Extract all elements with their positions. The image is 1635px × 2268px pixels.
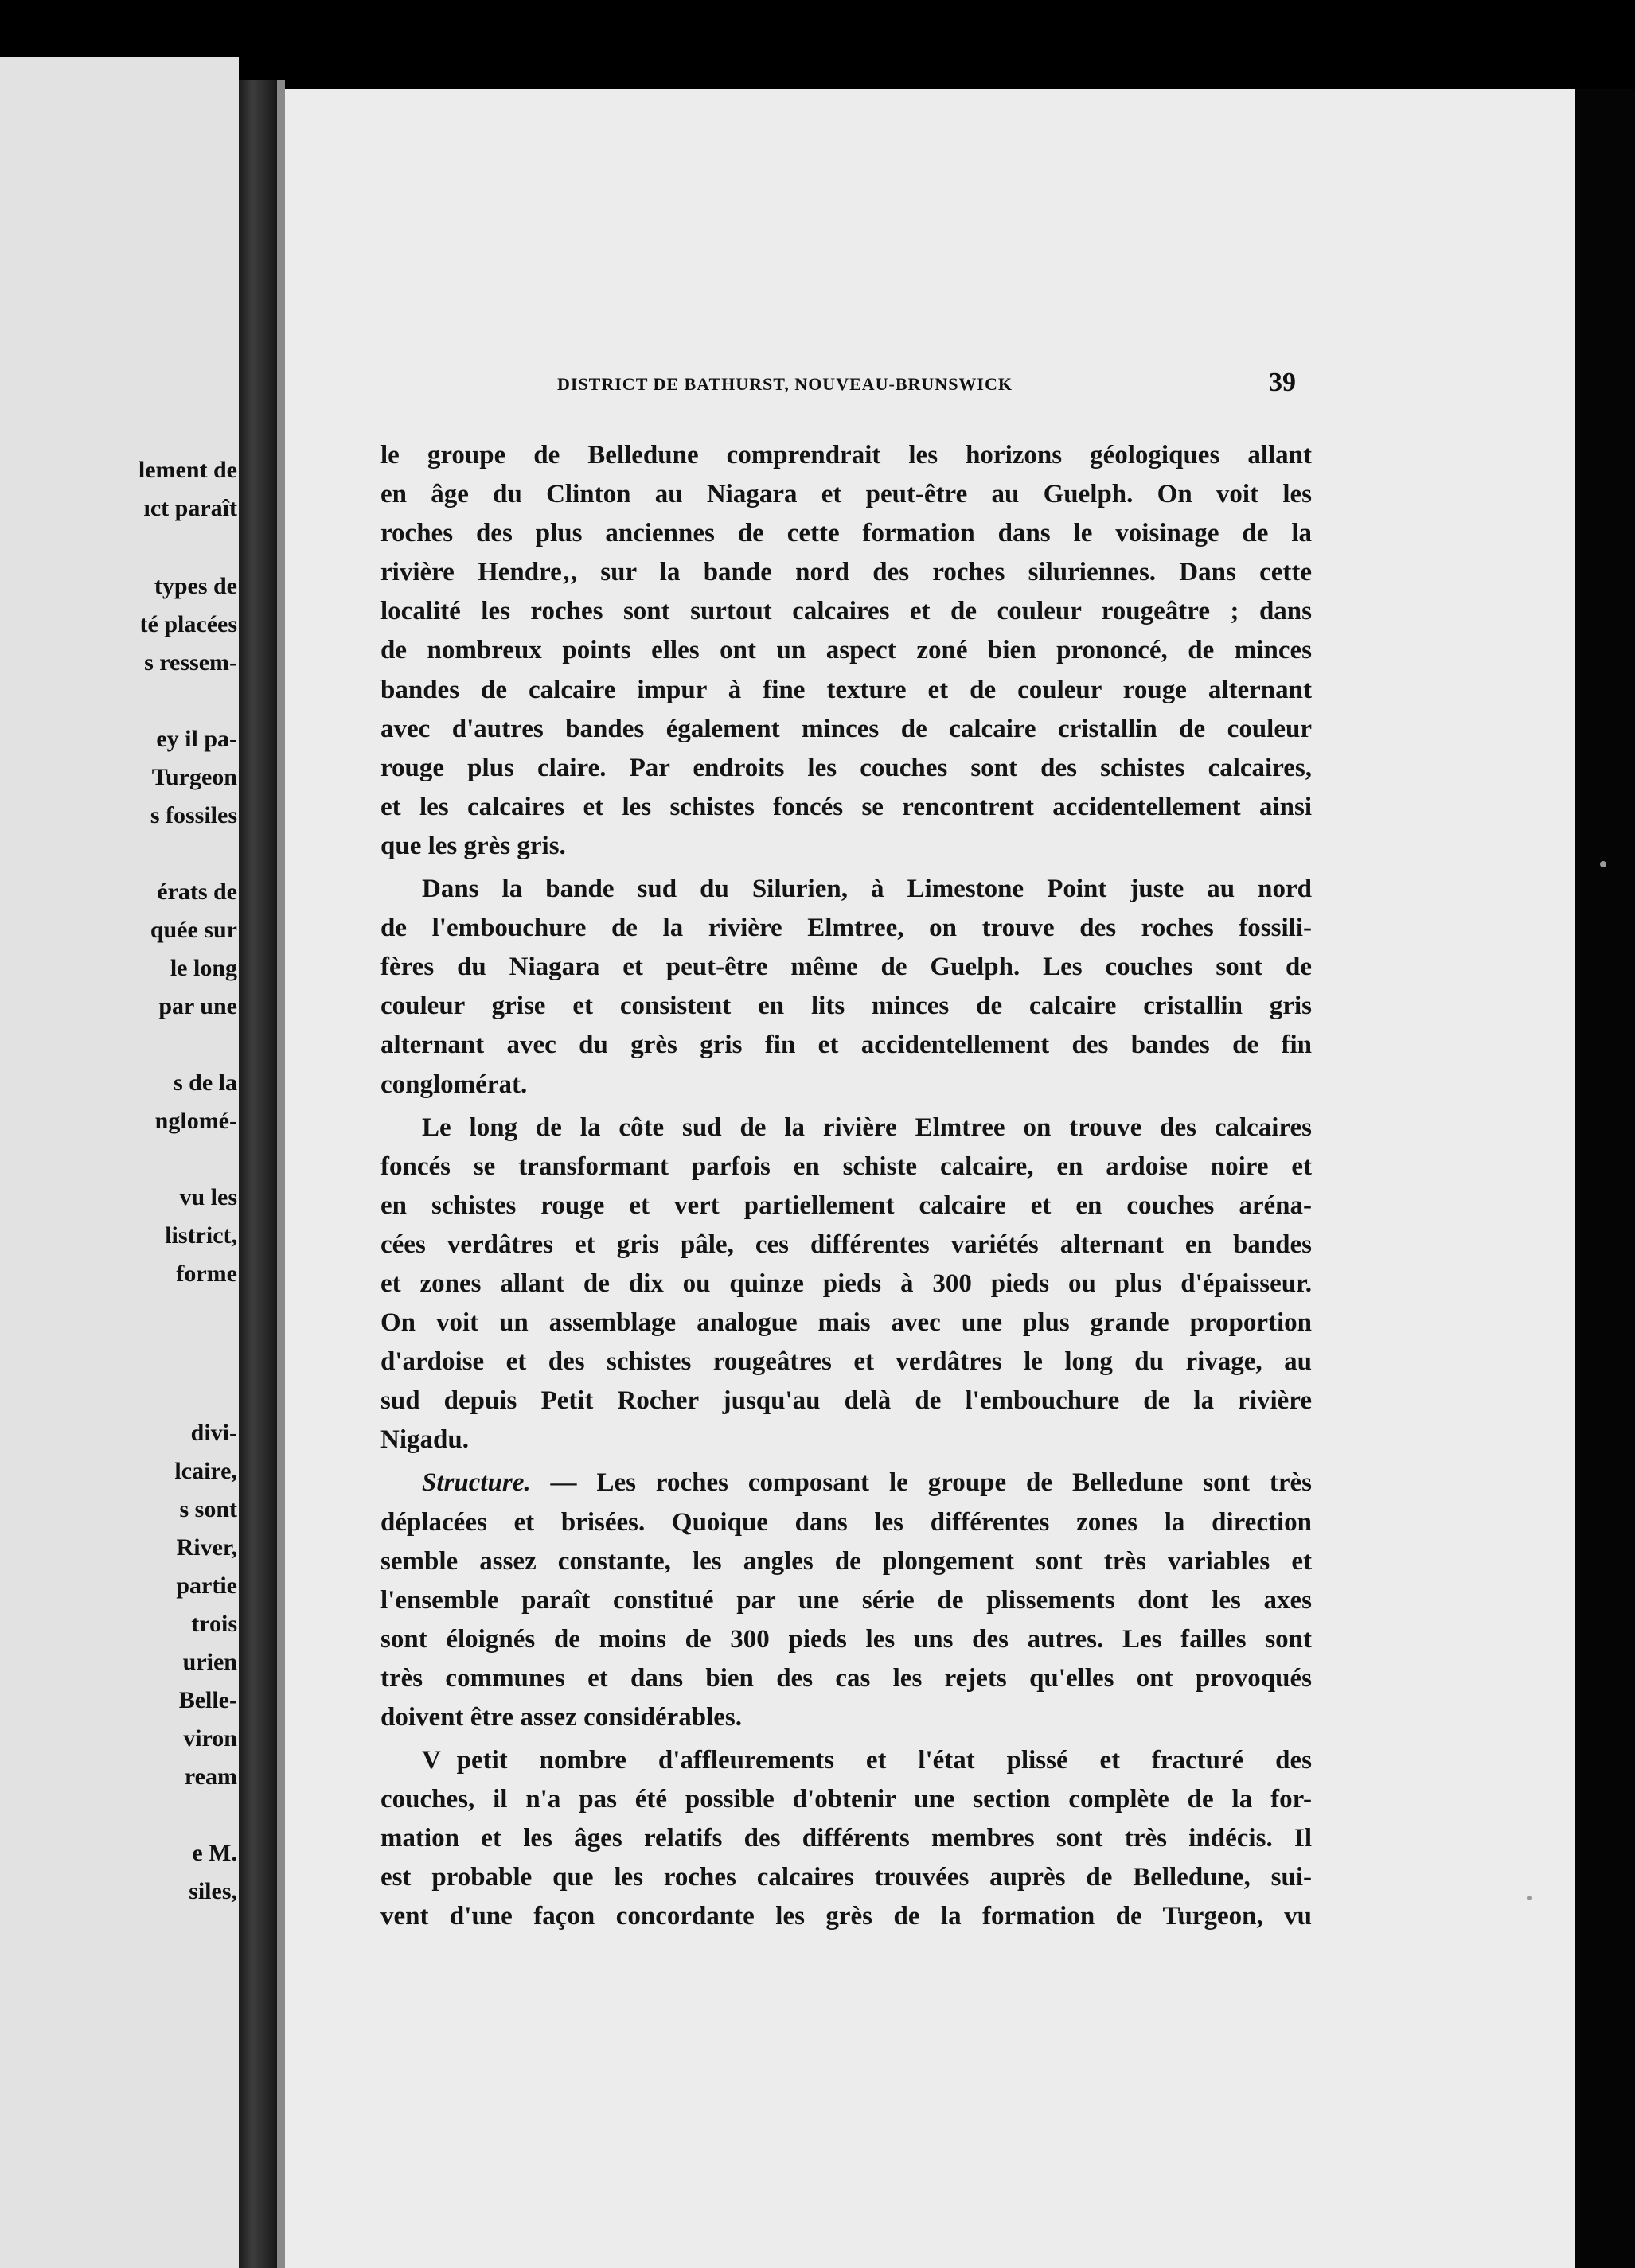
text-line: déplacées et brisées. Quoique dans les différentes zones la direction — [380, 1507, 1312, 1537]
scan-speck — [1527, 1896, 1532, 1900]
left-page-fragment: lcaire, — [174, 1458, 237, 1484]
text-line: sud depuis Petit Rocher jusqu'au delà de l'embouchure de la rivière — [380, 1386, 1312, 1416]
left-page-fragment: partie — [176, 1572, 237, 1599]
left-page-edge — [0, 57, 239, 2268]
text-line: vent d'une façon concordante les grès de la formation de Turgeon, vu — [380, 1902, 1312, 1931]
text-line: que les grès gris. — [380, 831, 566, 860]
text-line: de l'embouchure de la rivière Elmtree, on trouve des roches fossili- — [380, 914, 1312, 943]
paragraph — [380, 436, 1312, 866]
left-page-fragment: s de la — [173, 1070, 237, 1096]
paragraph — [380, 1463, 1312, 1737]
left-page-fragment: nglomé- — [154, 1108, 237, 1134]
text-run: — Les roches composant le groupe de Belledune sont très — [530, 1468, 1312, 1498]
text-line: avec d'autres bandes également minces de calcaire cristallin de couleur — [380, 714, 1312, 743]
text-line: d'ardoise et des schistes rougeâtres et verdâtres le long du rivage, au — [380, 1347, 1312, 1377]
text-line: Dans la bande sud du Silurien, à Limestone Point juste au nord — [422, 875, 1312, 904]
left-page-fragment: s ressem- — [144, 649, 237, 676]
text-line — [380, 1463, 1312, 1502]
paragraph — [380, 1109, 1312, 1460]
text-line: cées verdâtres et gris pâle, ces différentes variétés alternant en bandes — [380, 1229, 1312, 1259]
scan-speck — [1600, 861, 1606, 867]
text-line: en âge du Clinton au Niagara et peut-être au Guelph. On voit les — [380, 480, 1312, 509]
text-line: est probable que les roches calcaires trouvées auprès de Belledune, sui- — [380, 1863, 1312, 1892]
left-page-fragment: s fossiles — [150, 802, 237, 828]
text-line: fères du Niagara et peut-être même de Guelph. Les couches sont de — [380, 953, 1312, 982]
left-page-fragment: s sont — [179, 1496, 237, 1522]
text-line: roches des plus anciennes de cette formation dans le voisinage de la — [380, 519, 1312, 548]
left-page-fragment: ey il pa- — [156, 726, 237, 752]
left-page-fragment: lement de — [138, 457, 237, 483]
text-line: sont éloignés de moins de 300 pieds les uns des autres. Les failles sont — [380, 1624, 1312, 1654]
left-page-fragment: té placées — [139, 611, 237, 637]
left-page-fragment: siles, — [189, 1878, 237, 1904]
body-text — [380, 436, 1312, 1937]
left-page-fragment: quée sur — [150, 917, 237, 943]
left-page-fragment: par une — [158, 993, 237, 1019]
left-page-fragment: urien — [182, 1649, 237, 1675]
text-line: semble assez constante, les angles de plongement sont très variables et — [380, 1546, 1312, 1576]
paragraph — [380, 1741, 1312, 1936]
text-line: mation et les âges relatifs des différents membres sont très indécis. Il — [380, 1824, 1312, 1853]
text-line: le groupe de Belledune comprendrait les horizons géologiques allant — [380, 441, 1312, 470]
left-page-fragment: érats de — [157, 879, 237, 905]
text-line: On voit un assemblage analogue mais avec une plus grande proportion — [380, 1308, 1312, 1338]
text-line: couches, il n'a pas été possible d'obtenir une section complète de la for- — [380, 1785, 1312, 1814]
left-page-fragment: trois — [191, 1611, 237, 1637]
text-line: V petit nombre d'affleurements et l'état plissé et fracturé des — [422, 1746, 1312, 1775]
text-line: bandes de calcaire impur à fine texture et de couleur rouge alternant — [380, 675, 1312, 704]
text-line: l'ensemble paraît constitué par une série de plissements dont les axes — [380, 1585, 1312, 1615]
paragraph — [380, 870, 1312, 1105]
left-page-fragment: ream — [184, 1763, 237, 1790]
left-page-fragment: Belle- — [178, 1687, 237, 1713]
left-page-fragment: viron — [183, 1725, 237, 1752]
text-line: de nombreux points elles ont un aspect zoné bien prononcé, de minces — [380, 636, 1312, 665]
text-line: et les calcaires et les schistes foncés se rencontrent accidentellement ainsi — [380, 792, 1312, 821]
text-line: couleur grise et consistent en lits minces de calcaire cristallin gris — [380, 992, 1312, 1021]
left-page-fragment: River, — [176, 1534, 237, 1561]
running-title: DISTRICT DE BATHURST, NOUVEAU-BRUNSWICK — [557, 374, 1013, 394]
left-page-fragment: types de — [154, 573, 237, 599]
left-page-fragment: forme — [176, 1261, 237, 1287]
section-heading: Structure. — [422, 1468, 531, 1498]
text-line: rouge plus claire. Par endroits les couches sont des schistes calcaires, — [380, 753, 1312, 782]
left-page-fragment: Turgeon — [151, 764, 237, 790]
left-page-fragment: listrict, — [165, 1222, 237, 1249]
text-line: conglomérat. — [380, 1070, 528, 1099]
text-line: foncés se transformant parfois en schiste calcaire, en ardoise noire et — [380, 1152, 1312, 1181]
text-line: Le long de la côte sud de la rivière Elmtree on trouve des calcaires — [422, 1113, 1312, 1142]
book-gutter — [239, 80, 277, 2268]
text-line: et zones allant de dix ou quinze pieds à 300 pieds ou plus d'épaisseur. — [380, 1268, 1312, 1298]
left-page-fragment: vu les — [179, 1184, 237, 1210]
left-page-fragment: divi- — [190, 1420, 237, 1446]
text-line: Nigadu. — [380, 1425, 469, 1455]
scan-right-border — [1575, 89, 1635, 2268]
text-line: alternant avec du grès gris fin et accidentellement des bandes de fin — [380, 1031, 1312, 1060]
left-page-fragment: le long — [170, 955, 237, 981]
text-line: localité les roches sont surtout calcaires et de couleur rougeâtre ; dans — [380, 597, 1312, 626]
left-page-fragment: ıct paraît — [143, 495, 237, 521]
text-line: rivière Hendre‚, sur la bande nord des roches siluriennes. Dans cette — [380, 558, 1312, 587]
page-number: 39 — [1269, 368, 1296, 397]
book-gutter-edge — [277, 80, 285, 2268]
text-line: très communes et dans bien des cas les rejets qu'elles ont provoqués — [380, 1663, 1312, 1693]
text-line: en schistes rouge et vert partiellement calcaire et en couches aréna- — [380, 1191, 1312, 1220]
text-line: doivent être assez considérables. — [380, 1703, 742, 1732]
left-page-fragment: e M. — [192, 1840, 237, 1866]
page-header — [557, 368, 1305, 406]
